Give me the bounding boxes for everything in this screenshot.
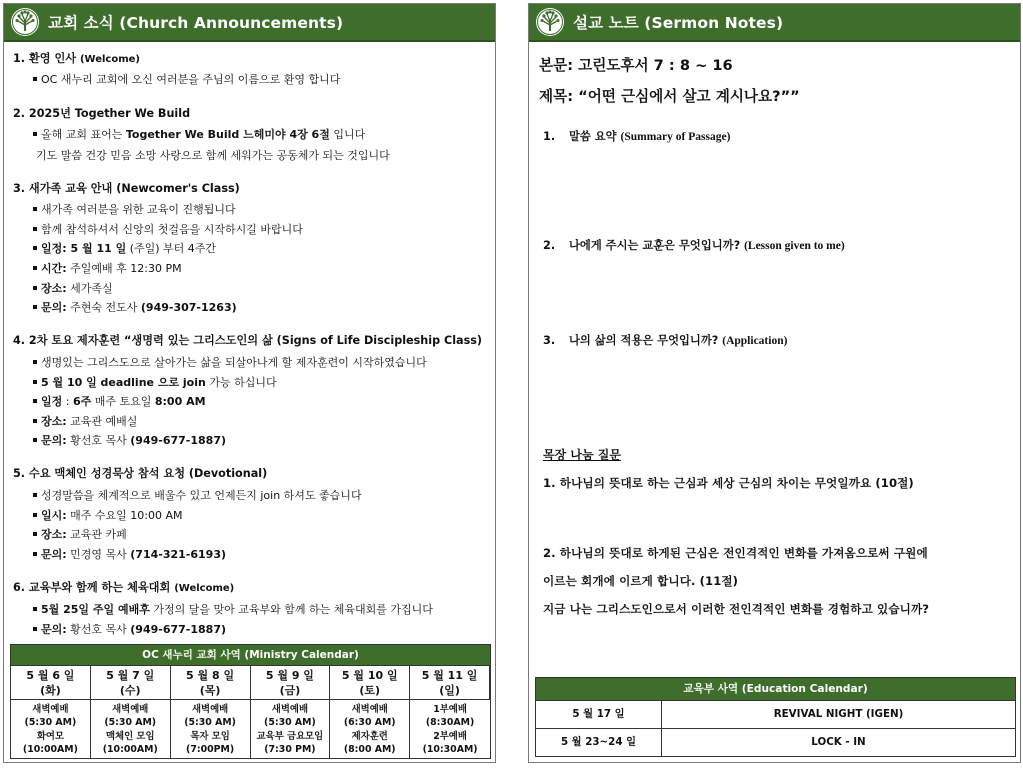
- contact-name: 민경영 목사: [66, 548, 131, 561]
- bullet: [33, 438, 37, 442]
- announcements-header: [4, 4, 495, 42]
- time-value: 매주 수요일 10:00 AM: [66, 509, 183, 522]
- mokjang-question-2-line-1: 2. 하나님의 뜻대로 하게된 근심은 전인격적인 변화를 가져옴으로써 구원에: [543, 546, 928, 560]
- mokjang-question-1: 1. 하나님의 뜻대로 하는 근심과 세상 근심의 차이는 무엇일까요 (10절): [543, 476, 914, 490]
- place-label: 장소:: [41, 528, 67, 541]
- ministry-calendar-days: [11, 665, 490, 758]
- place-label: 장소:: [41, 415, 67, 428]
- day-date: 5 월 10 일: [341, 669, 398, 682]
- bullet: [33, 532, 37, 536]
- motto-line-2: 기도 말씀 건강 믿음 소망 사랑으로 함께 세워가는 공동체가 되는 것입니다: [36, 149, 390, 162]
- announcements-title: 교회 소식 (Church Announcements): [48, 14, 344, 32]
- devotional-place: [33, 526, 127, 542]
- newcomer-time: [33, 260, 182, 276]
- sports-line-1: [33, 601, 433, 617]
- schedule-date: 5 월 11 일: [70, 242, 127, 255]
- bullet: [33, 493, 37, 497]
- calendar-day: [91, 665, 171, 699]
- question-text-en: (Application): [722, 335, 788, 347]
- education-calendar-title: 교육부 사역 (Education Calendar): [536, 678, 1015, 700]
- contact-label: 문의:: [41, 548, 67, 561]
- education-calendar: [535, 677, 1016, 757]
- devotional-contact: [33, 546, 226, 562]
- sports-contact: [33, 621, 226, 637]
- day-weekday: (수): [119, 684, 141, 697]
- schedule-label: 일정: [41, 242, 63, 255]
- place-value: 세가족실: [66, 282, 113, 295]
- day-weekday: (일): [439, 684, 460, 697]
- discipleship-deadline: 5 월 10 일 deadline 으로 join: [41, 376, 206, 389]
- question-number: 3.: [543, 334, 556, 347]
- calendar-events: 새벽예배 (6:30 AM) 제자훈련 (8:00 AM): [330, 699, 410, 758]
- newcomer-line-1: [33, 201, 236, 217]
- calendar-events: 새벽예배 (5:30 AM) 맥체인 모임 (10:00AM): [91, 699, 171, 758]
- day-date: 5 월 9 일: [265, 669, 314, 682]
- education-date: 5 월 23~24 일: [536, 729, 662, 756]
- bullet: [33, 286, 37, 290]
- section-sports-title: [13, 579, 234, 595]
- discipleship-schedule: [33, 393, 206, 409]
- tree-logo-icon: [535, 7, 565, 37]
- bullet: [33, 399, 37, 403]
- discipleship-contact: [33, 432, 226, 448]
- education-event: LOCK - IN: [811, 736, 866, 748]
- time-value: 주일예배 후 12:30 PM: [66, 262, 182, 275]
- section-welcome-title: [13, 50, 140, 66]
- welcome-line: [33, 71, 340, 87]
- education-row: [536, 728, 1015, 756]
- education-date: 5 월 17 일: [536, 701, 662, 728]
- section-devotional-title: 5. 수요 맥체인 성경묵상 참석 요청 (Devotional): [13, 467, 268, 480]
- bullet: [33, 419, 37, 423]
- question-number: 2.: [543, 239, 556, 252]
- contact-label: 문의:: [41, 434, 67, 447]
- welcome-text: OC 새누리 교회에 오신 여러분을 주님의 이름으로 환영 합니다: [41, 73, 341, 86]
- tree-logo-icon: [10, 7, 40, 37]
- motto-text-a: 올해 교회 표어는: [41, 128, 126, 141]
- contact-phone: (949-307-1263): [140, 301, 237, 314]
- bullet: [33, 607, 37, 611]
- mokjang-sharing-title: 목장 나눔 질문: [543, 448, 621, 462]
- ministry-calendar-title: OC 새누리 교회 사역 (Ministry Calendar): [11, 645, 490, 665]
- sermon-passage: 본문: 고린도후서 7 : 8 ~ 16: [539, 57, 733, 74]
- bullet: [33, 305, 37, 309]
- section-discipleship-title: 4. 2차 토요 제자훈련 “생명력 있는 그리스도인의 삶 (Signs of Life Discipleship Class): [13, 334, 483, 347]
- sermon-notes-panel: [528, 3, 1021, 763]
- day-weekday: (화): [40, 684, 61, 697]
- newcomer-line-2: [33, 221, 303, 237]
- devotional-text-1: 성경말씀을 체계적으로 배울수 있고 언제든지 join 하셔도 좋습니다: [41, 489, 362, 502]
- calendar-events: 1부예배 (8:30AM) 2부예배 (10:30AM): [410, 699, 490, 758]
- schedule-weeks: 6주: [72, 395, 92, 408]
- question-text: 말씀 요약: [569, 130, 621, 143]
- calendar-events: 새벽예배 (5:30 AM) 교육부 금요모임 (7:30 PM): [251, 699, 331, 758]
- bullet: [33, 77, 37, 81]
- discipleship-place: [33, 413, 137, 429]
- bullet: [33, 513, 37, 517]
- calendar-events: 새벽예배 (5:30 AM) 목자 모임 (7:00PM): [171, 699, 251, 758]
- question-lesson: [543, 237, 845, 253]
- bullet: [33, 360, 37, 364]
- day-date: 5 월 7 일: [106, 669, 155, 682]
- question-summary: [543, 128, 730, 144]
- newcomer-text-2: 함께 참석하셔서 신앙의 첫걸음을 시작하시길 바랍니다: [41, 223, 303, 236]
- calendar-events: 새벽예배 (5:30 AM) 화여모 (10:00AM): [11, 699, 91, 758]
- schedule-day: 매주 토요일: [91, 395, 155, 408]
- section-sports-title-en: (Welcome): [174, 583, 235, 594]
- education-row: [536, 700, 1015, 728]
- section-sports-title-ko: 6. 교육부와 함께 하는 체육대회: [13, 581, 171, 594]
- newcomer-text-1: 새가족 여러분을 위한 교육이 진행됩니다: [41, 203, 236, 216]
- place-label: 장소:: [41, 282, 67, 295]
- mokjang-question-2-line-2: 이르는 회개에 이르게 합니다. (11절): [543, 574, 739, 588]
- section-welcome-title-ko: 1. 환영 인사: [13, 52, 77, 65]
- bullet: [33, 266, 37, 270]
- day-date: 5 월 11 일: [421, 669, 478, 682]
- contact-label: 문의:: [41, 301, 67, 314]
- place-value: 교육관 예배실: [66, 415, 138, 428]
- calendar-day: [410, 665, 490, 699]
- question-number: 1.: [543, 130, 556, 143]
- devotional-line-1: [33, 487, 362, 503]
- contact-label: 문의:: [41, 623, 67, 636]
- section-welcome-title-en: (Welcome): [79, 54, 140, 65]
- sports-date: 5월 25일 주일 예배후: [41, 603, 150, 616]
- contact-name: 황선호 목사: [66, 623, 131, 636]
- day-weekday: (목): [199, 684, 221, 697]
- motto-text-c: 입니다: [329, 128, 366, 141]
- schedule-time: 8:00 AM: [154, 395, 206, 408]
- bullet: [33, 227, 37, 231]
- bullet: [33, 246, 37, 250]
- schedule-label: 일정: [41, 395, 63, 408]
- place-value: 교육관 카페: [66, 528, 127, 541]
- sermon-title: 설교 노트 (Sermon Notes): [573, 14, 784, 32]
- question-text: 나의 삶의 적용은 무엇입니까?: [569, 334, 723, 347]
- bullet: [33, 627, 37, 631]
- bullet: [33, 207, 37, 211]
- church-announcements-panel: [3, 3, 496, 763]
- devotional-time: [33, 507, 183, 523]
- section-motto-title: 2. 2025년 Together We Build: [13, 107, 191, 120]
- contact-name: 주현숙 전도사: [66, 301, 141, 314]
- calendar-day: [330, 665, 410, 699]
- contact-phone: (949-677-1887): [130, 623, 227, 636]
- motto-verse: Together We Build 느헤미야 4장 6절: [125, 128, 330, 141]
- education-event: REVIVAL NIGHT (IGEN): [773, 708, 904, 720]
- day-date: 5 월 8 일: [186, 669, 235, 682]
- calendar-day: [171, 665, 251, 699]
- mokjang-question-2-line-3: 지금 나는 그리스도인으로서 이러한 전인격적인 변화를 경험하고 있습니까?: [543, 602, 930, 616]
- ministry-calendar: [10, 644, 491, 759]
- day-date: 5 월 6 일: [26, 669, 75, 682]
- newcomer-contact: [33, 299, 237, 315]
- bullet: [33, 552, 37, 556]
- schedule-duration: (주일) 부터 4주간: [126, 242, 217, 255]
- newcomer-schedule: 일정: 5 월 11 일 (주일) 부터 4주간: [33, 240, 216, 256]
- calendar-day: [251, 665, 331, 699]
- discipleship-join: 가능 하십니다: [205, 376, 277, 389]
- time-label: 일시:: [41, 509, 67, 522]
- newcomer-place: [33, 280, 113, 296]
- discipleship-text-1: 생명있는 그리스도으로 살아가는 삶을 되살아나게 할 제자훈련이 시작하였습니다: [41, 356, 427, 369]
- day-weekday: (토): [359, 684, 381, 697]
- sports-text: 가정의 달을 맞아 교육부와 함께 하는 체육대회를 가집니다: [149, 603, 433, 616]
- sermon-header: [529, 4, 1020, 42]
- bullet: [33, 380, 37, 384]
- question-text: 나에게 주시는 교훈은 무엇입니까?: [569, 239, 745, 252]
- discipleship-line-2: [33, 374, 277, 390]
- discipleship-line-1: [33, 354, 427, 370]
- contact-phone: (714-321-6193): [130, 548, 227, 561]
- question-application: [543, 332, 787, 348]
- schedule-sep: :: [62, 395, 73, 408]
- motto-line-1: [33, 126, 365, 142]
- contact-name: 황선호 목사: [66, 434, 131, 447]
- time-label: 시간:: [41, 262, 67, 275]
- day-weekday: (금): [279, 684, 301, 697]
- question-text-en: (Summary of Passage): [620, 131, 731, 143]
- sermon-subject: 제목: “어떤 근심에서 살고 계시나요?””: [539, 88, 800, 105]
- question-text-en: (Lesson given to me): [744, 240, 845, 252]
- calendar-day: [11, 665, 91, 699]
- bullet: [33, 132, 37, 136]
- section-newcomer-title: 3. 새가족 교육 안내 (Newcomer's Class): [13, 182, 240, 195]
- contact-phone: (949-677-1887): [130, 434, 227, 447]
